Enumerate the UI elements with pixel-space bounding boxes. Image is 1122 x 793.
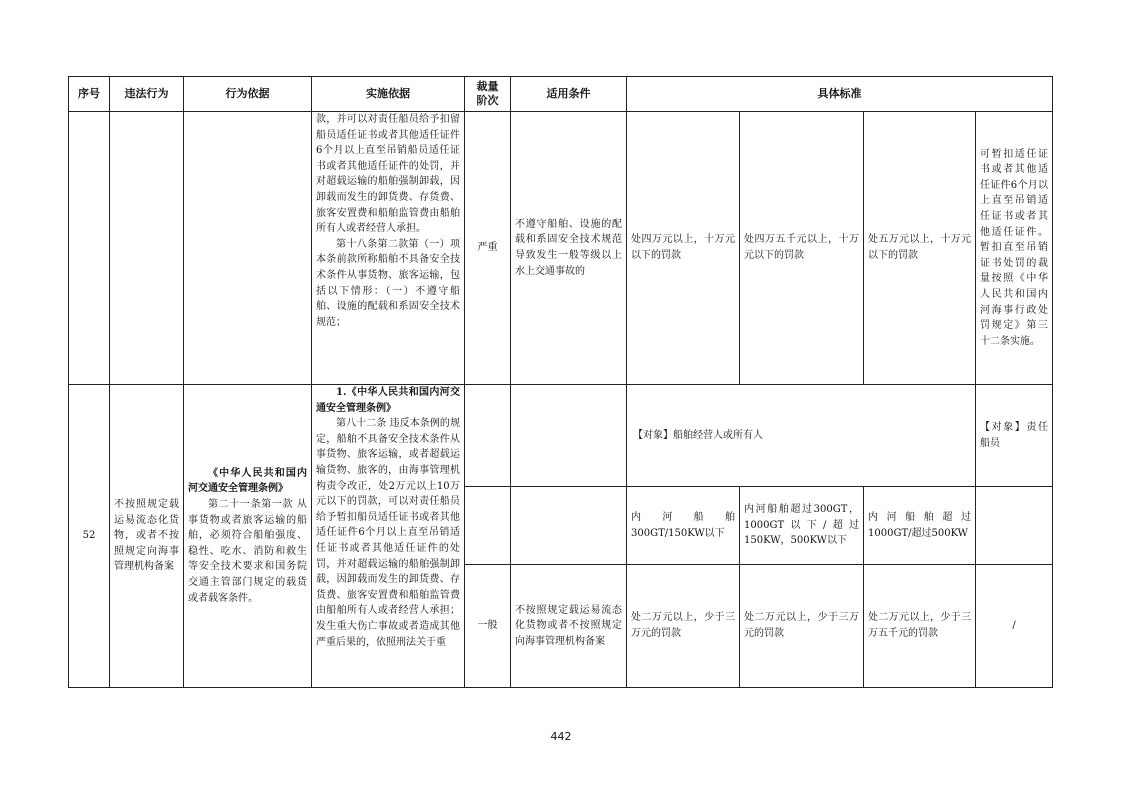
cont-violation-cell bbox=[110, 112, 184, 385]
table-row-continued bbox=[69, 112, 1053, 385]
row52-standard-2: 处二万元以上，少于三万元的罚款 bbox=[740, 565, 864, 688]
page-number: 442 bbox=[550, 730, 572, 743]
row52-violation-cell: 不按照规定载运易流态化货物，或者不按照规定向海事管理机构备案 bbox=[110, 385, 184, 688]
cont-standard-1: 处四万元以上，十万元以下的罚款 bbox=[627, 112, 740, 385]
cont-standard-3: 处五万元以上，十万元以下的罚款 bbox=[864, 112, 976, 385]
row52-standard-4: / bbox=[976, 565, 1053, 688]
row52-size-2: 内河船舶超过300GT，1000GT以下/超过150KW，500KW以下 bbox=[740, 487, 864, 565]
row52-basis-text: 第二十一条第一款 从事货物或者旅客运输的船舶，必须符合船舶强度、稳性、吃水、消防和救生等安全技术要求和国务院交通主管部门规定的载货或者载客条件。 bbox=[188, 499, 307, 604]
header-condition: 适用条件 bbox=[511, 77, 627, 112]
row52-no-cell: 52 bbox=[69, 385, 110, 688]
cont-condition-cell: 不遵守船舶、设施的配载和系固安全技术规范导致发生一般等级以上水上交通事故的 bbox=[511, 112, 627, 385]
cont-basis-cell bbox=[184, 112, 312, 385]
cont-impl-text-2: 第十八条第二款第（一）项 本条前款所称船舶不具备安全技术条件从事货物、旅客运输，包括以下情形：（一）不遵守船舶、设施的配载和系固安全技术规范； bbox=[316, 238, 460, 328]
row52-level-blank bbox=[465, 385, 511, 487]
row52-impl-title: 1.《中华人民共和国内河交通安全管理条例》 bbox=[316, 387, 460, 414]
row52-impl-text: 第八十二条 违反本条例的规定，船舶不具备安全技术条件从事货物、旅客运输，或者超载运输货物、旅客的，由海事管理机构责令改正，处2万元以上10万元以下的罚款，可以对责任船员给予暂扣船员适任证书或者其他适任证件6个月以上直至吊销适任证书或者其他适任证件的处罚，并对超载运输的船舶强制卸载，因卸载而发生的卸货费、存货费、旅客安置费和船舶监管费由船舶所有人或者经营人承担；发生重大伤亡事故或者造成其他严重后果的，依照刑法关于重 bbox=[316, 418, 460, 648]
header-level: 裁量 阶次 bbox=[465, 77, 511, 112]
row52-standard-1: 处二万元以上，少于三万元的罚款 bbox=[627, 565, 740, 688]
cont-impl-text-1: 款，并可以对责任船员给予扣留船员适任证书或者其他适任证件6个月以上直至吊销船员适任证书或者其他适任证件的处罚，并对超载运输的船舶强制卸载，因卸载而发生的卸货费、存货费、旅客安置费和船舶监管费由船舶所有人或者经营人承担。 bbox=[316, 114, 460, 235]
header-implementation: 实施依据 bbox=[312, 77, 465, 112]
table-row-52a bbox=[69, 385, 1053, 487]
row52-impl-cell bbox=[312, 385, 465, 688]
row52-level-cell: 一般 bbox=[465, 565, 511, 688]
row52-object-crew: 【对象】责任船员 bbox=[976, 385, 1053, 487]
header-standard: 具体标准 bbox=[627, 77, 1053, 112]
row52-condition-cell: 不按照规定载运易流态化货物或者不按照规定向海事管理机构备案 bbox=[511, 565, 627, 688]
header-row bbox=[69, 77, 1053, 112]
row52-basis-title: 《中华人民共和国内河交通安全管理条例》 bbox=[188, 467, 307, 495]
row52-size-condition-blank bbox=[511, 487, 627, 565]
row52-basis-cell bbox=[184, 385, 312, 688]
cont-impl-cell bbox=[312, 112, 465, 385]
row52-object-main: 【对象】船舶经营人或所有人 bbox=[627, 385, 976, 487]
header-no: 序号 bbox=[69, 77, 110, 112]
header-basis: 行为依据 bbox=[184, 77, 312, 112]
cont-standard-4: 可暂扣适任证书或者其他适任证件6个月以上直至吊销适任证书或者其他适任证件。暂扣直至吊销证书处罚的裁量按照《中华人民共和国内河海事行政处罚规定》第三十二条实施。 bbox=[976, 112, 1053, 385]
header-violation: 违法行为 bbox=[110, 77, 184, 112]
cont-level-cell: 严重 bbox=[465, 112, 511, 385]
row52-size-level-blank bbox=[465, 487, 511, 565]
row52-standard-3: 处二万元以上，少于三万五千元的罚款 bbox=[864, 565, 976, 688]
row52-size-3: 内河船舶超过1000GT/超过500KW bbox=[864, 487, 976, 565]
row52-size-1: 内河船舶300GT/150KW以下 bbox=[627, 487, 740, 565]
penalty-standard-table bbox=[68, 76, 1053, 688]
row52-condition-blank bbox=[511, 385, 627, 487]
cont-standard-2: 处四万五千元以上，十万元以下的罚款 bbox=[740, 112, 864, 385]
row52-size-4-blank bbox=[976, 487, 1053, 565]
cont-no-cell bbox=[69, 112, 110, 385]
